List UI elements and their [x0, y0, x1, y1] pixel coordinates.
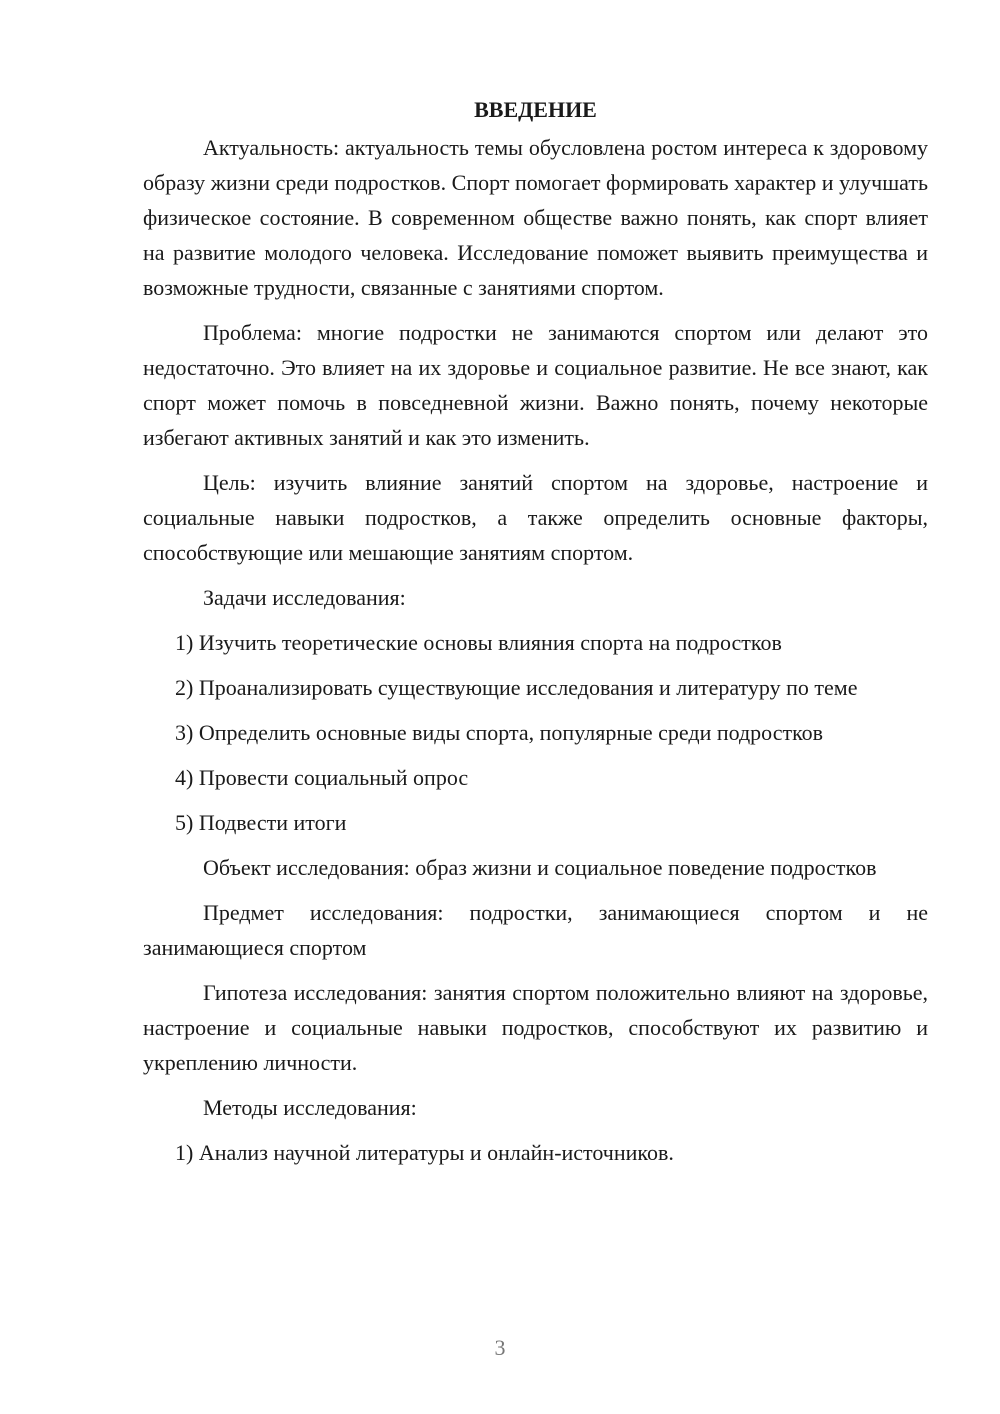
hypothesis-paragraph: Гипотеза исследования: занятия спортом положительно влияют на здоровье, настроение и социальные навыки подростков, способствуют их развитию и укреплению личности.	[143, 980, 928, 1075]
problem-paragraph: Проблема: многие подростки не занимаются спортом или делают это недостаточно. Это влияет на их здоровье и социальное развитие. Не все знают, как спорт может помочь в повседневной жизни. Важно понять, почему некоторые избегают активных занятий и как это изменить.	[143, 320, 928, 450]
method-item: 1) Анализ научной литературы и онлайн-источников.	[175, 1140, 674, 1165]
page-number: 3	[494, 1335, 506, 1360]
task-item: 5) Подвести итоги	[175, 810, 347, 835]
subject-paragraph: Предмет исследования: подростки, занимающиеся спортом и не занимающиеся спортом	[143, 900, 928, 960]
goal-paragraph: Цель: изучить влияние занятий спортом на здоровье, настроение и социальные навыки подростков, а также определить основные факторы, способствующие или мешающие занятиям спортом.	[143, 470, 928, 565]
object-paragraph: Объект исследования: образ жизни и социальное поведение подростков	[203, 855, 877, 880]
tasks-heading: Задачи исследования:	[203, 585, 406, 610]
task-item: 4) Провести социальный опрос	[175, 765, 469, 790]
relevance-paragraph: Актуальность: актуальность темы обусловлена ростом интереса к здоровому образу жизни среди подростков. Спорт помогает формировать характер и улучшать физическое состояние. В современном обществе важно понять, как спорт влияет на развитие молодого человека. Исследование поможет выявить преимущества и возможные трудности, связанные с занятиями спортом.	[143, 135, 928, 300]
task-item: 2) Проанализировать существующие исследования и литературу по теме	[175, 675, 858, 700]
task-item: 3) Определить основные виды спорта, популярные среди подростков	[175, 720, 824, 745]
page-title: ВВЕДЕНИЕ	[474, 97, 597, 122]
page-content	[143, 92, 928, 1180]
methods-heading: Методы исследования:	[203, 1095, 417, 1120]
task-item: 1) Изучить теоретические основы влияния спорта на подростков	[175, 630, 782, 655]
